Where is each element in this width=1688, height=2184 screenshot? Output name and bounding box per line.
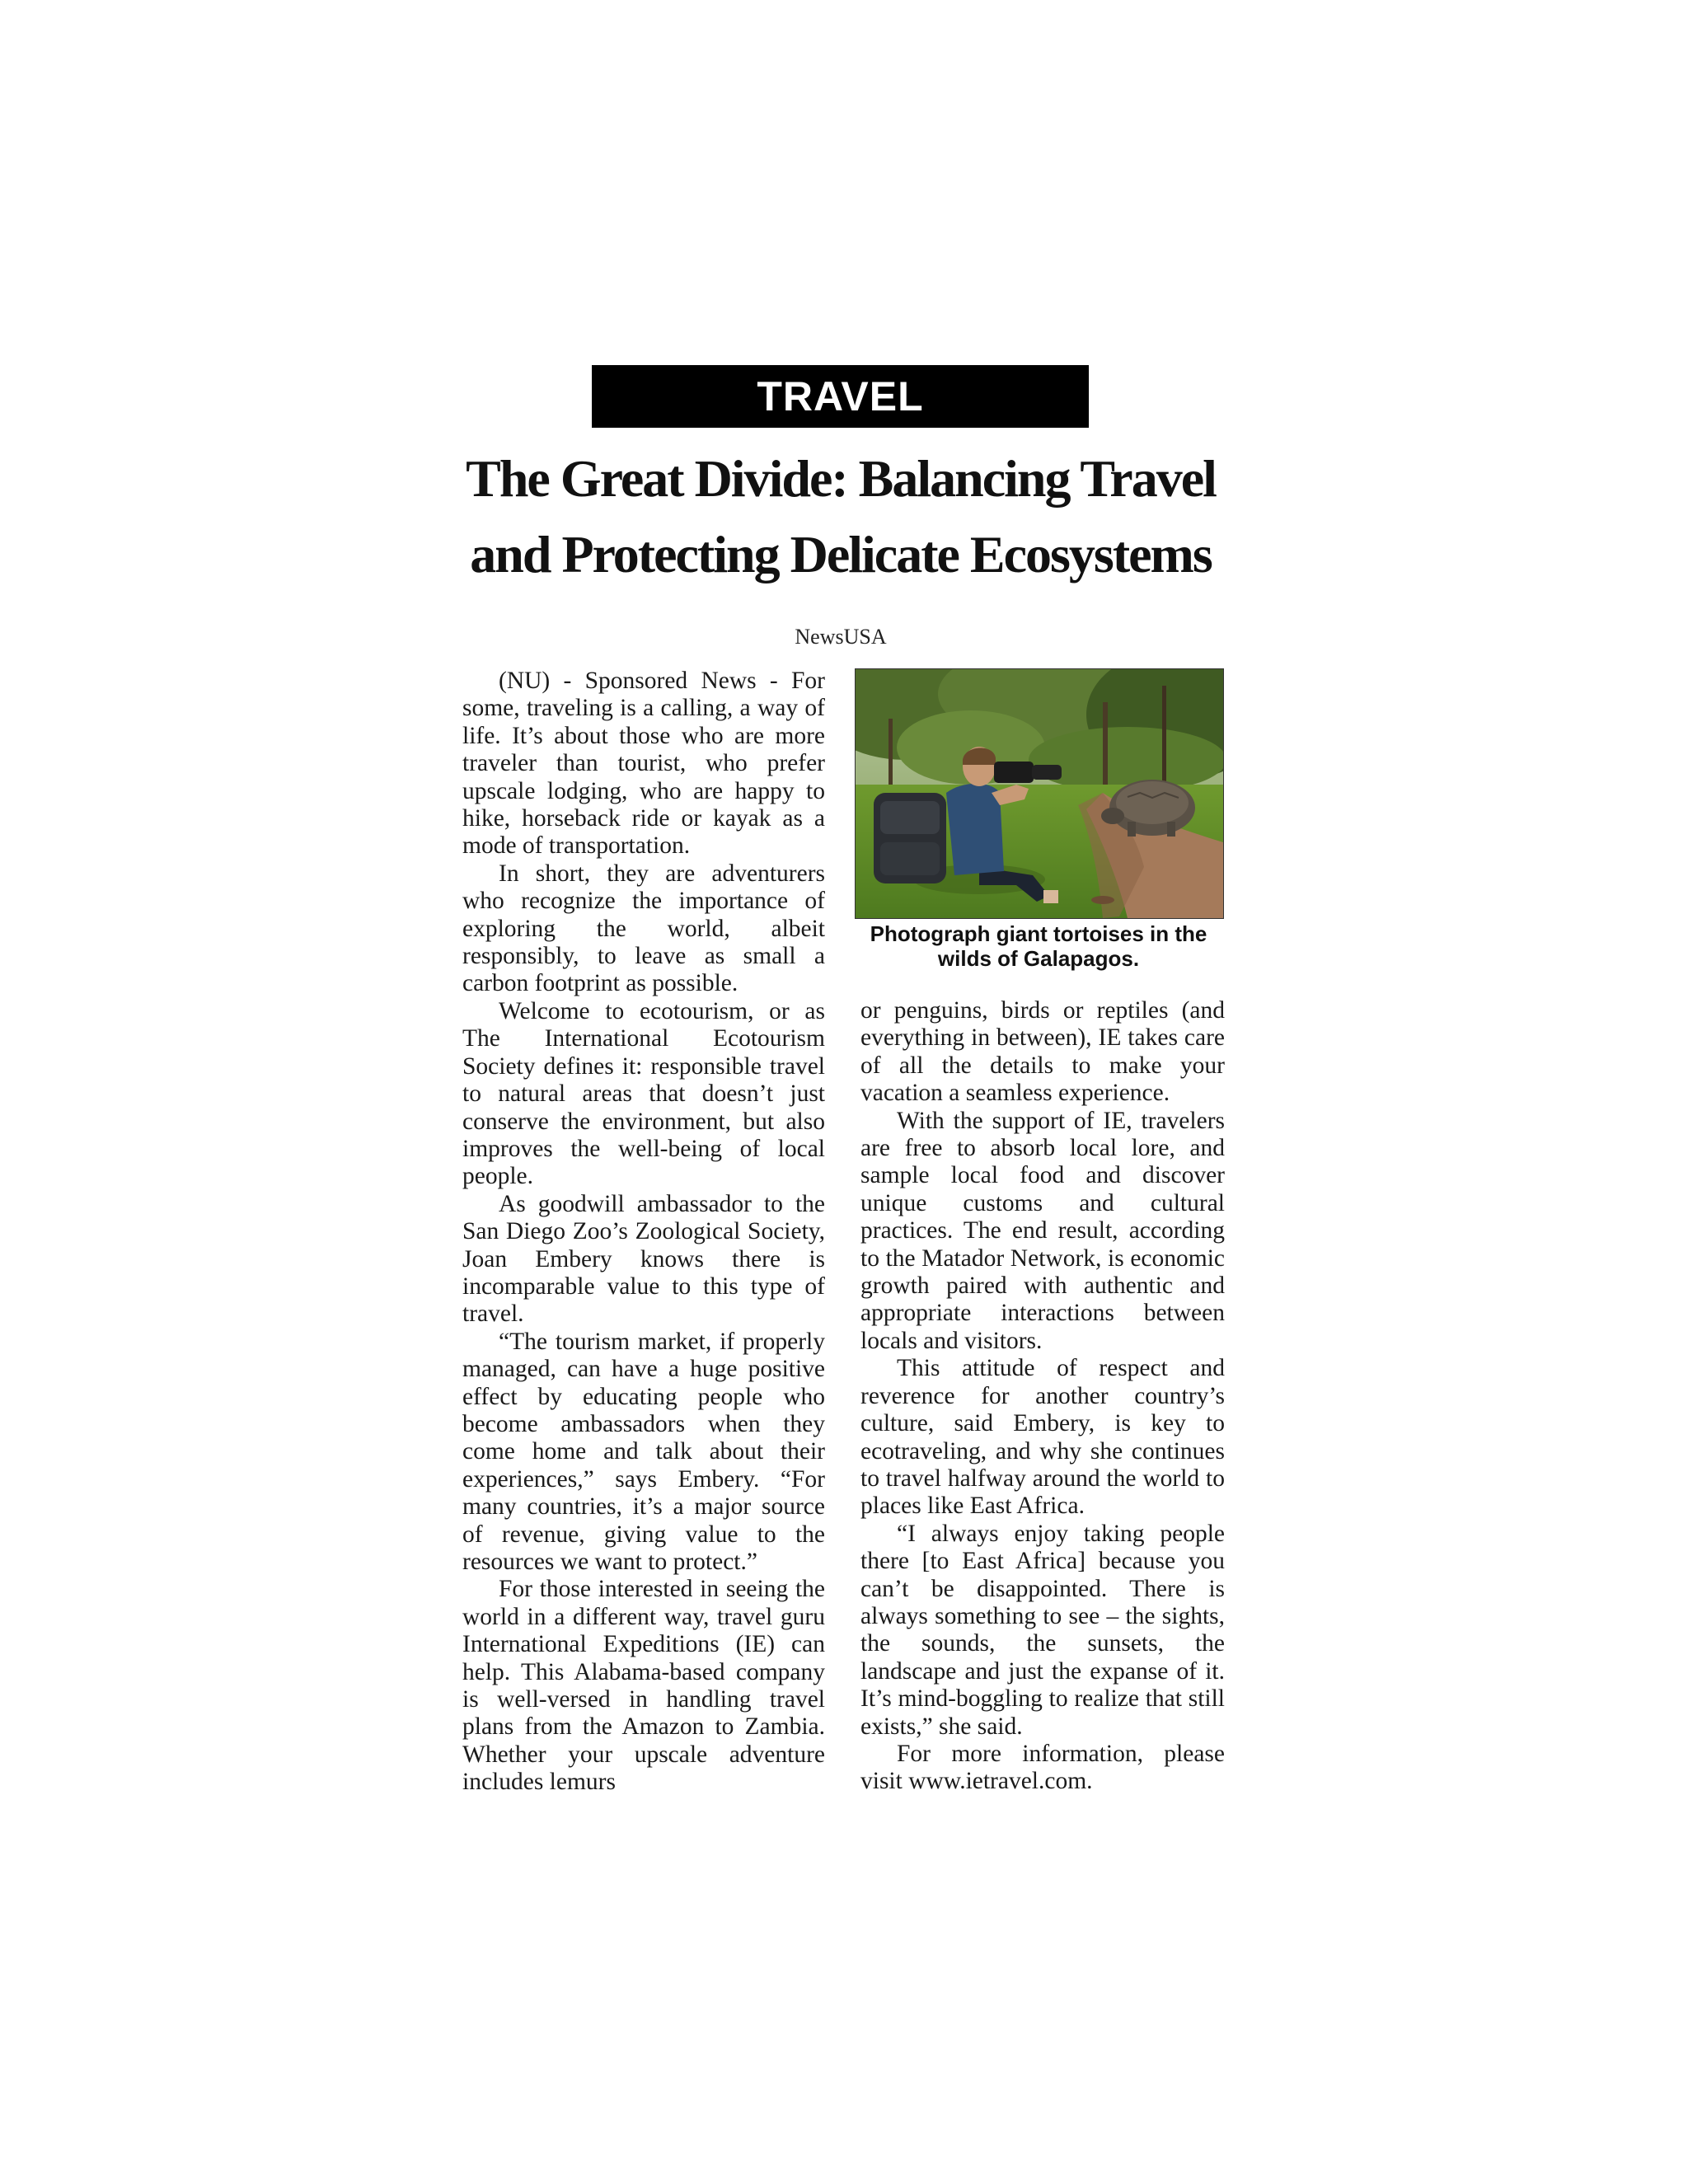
paragraph: Welcome to ecotourism, or as The International Ecotourism Society defines it: responsible travel to natural areas that doesn’t just conserve the environment, but also improves the well-being of local people.: [462, 997, 825, 1190]
article-column-2: [860, 997, 1225, 1796]
paragraph: In short, they are adventurers who recognize the importance of exploring the world, albeit responsibly, to leave as small a carbon footprint as possible.: [462, 860, 825, 997]
paragraph: As goodwill ambassador to the San Diego Zoo’s Zoological Society, Joan Embery knows there is incomparable value to this type of travel.: [462, 1190, 825, 1328]
paragraph: For more information, please visit www.ietravel.com.: [860, 1740, 1225, 1795]
paragraph: This attitude of respect and reverence for another country’s culture, said Embery, is key to ecotraveling, and why she continues to travel halfway around the world to places like East Africa.: [860, 1355, 1225, 1520]
photo-illustration: [856, 669, 1223, 918]
article-column-1: [462, 668, 825, 1797]
paragraph: or penguins, birds or reptiles (and everything in between), IE takes care of all the details to make your vacation a seamless experience.: [860, 997, 1225, 1107]
paragraph: “The tourism market, if properly managed, can have a huge positive effect by educating people who become ambassadors when they come home and talk about their experiences,” says Embery. “For many countries, it’s a major source of revenue, giving value to the resources we want to protect.”: [462, 1328, 825, 1575]
paragraph: For those interested in seeing the world in a different way, travel guru International Expeditions (IE) can help. This Alabama-based company is well-versed in handling travel plans from the Amazon to Zambia. Whether your upscale adventure includes lemurs: [462, 1576, 825, 1796]
paragraph: (NU) - Sponsored News - For some, traveling is a calling, a way of life. It’s about those who are more traveler than tourist, who prefer upscale lodging, who are happy to hike, horseback ride or kayak as a mode of transportation.: [462, 668, 825, 860]
photo-caption: Photograph giant tortoises in the wilds of Galapagos.: [870, 921, 1207, 971]
paragraph: “I always enjoy taking people there [to East Africa] because you can’t be disappointed. There is always something to see – the sights, the sounds, the sunsets, the landscape and just the expanse of it. It’s mind-boggling to realize that still exists,” she said.: [860, 1520, 1225, 1740]
byline: NewsUSA: [795, 625, 887, 649]
paragraph: With the support of IE, travelers are free to absorb local lore, and sample local food and discover unique customs and cultural practices. The end result, according to the Matador Network, is economic growth paired with authentic and appropriate interactions between locals and visitors.: [860, 1107, 1225, 1354]
headline-line-2: and Protecting Delicate Ecosystems: [470, 525, 1212, 583]
tortoise-photo: [855, 668, 1224, 919]
section-banner: TRAVEL: [592, 365, 1089, 428]
headline-line-1: The Great Divide: Balancing Travel: [466, 449, 1216, 508]
headline: [429, 441, 1253, 593]
